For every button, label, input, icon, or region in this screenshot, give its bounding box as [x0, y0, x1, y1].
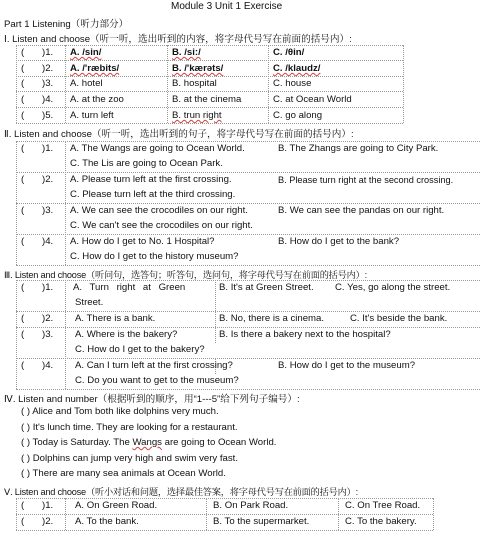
question-number: )2. — [42, 63, 54, 74]
option-c: C. /klaudz/ — [273, 63, 321, 74]
option-c: C. It's beside the bank. — [350, 313, 448, 324]
option-c: C. Yes, go along the street. — [335, 282, 451, 293]
item-text: ( ) Today is Saturday. The Wangs are going to Ocean World. — [21, 437, 277, 448]
question-number: )1. — [42, 282, 54, 293]
option-c: C. To the bakery. — [345, 516, 417, 527]
option-b: B. How do I get to the museum? — [278, 360, 416, 371]
option-a: A. The Wangs are going to Ocean World. — [70, 143, 245, 154]
numbering-item[interactable]: ( ) Alice and Tom both like dolphins very much. — [21, 406, 219, 417]
answer-paren[interactable]: ( — [21, 329, 25, 340]
option-a: A. To the bank. — [75, 516, 139, 527]
question-number: )2. — [42, 174, 54, 185]
option-b: B. We can see the pandas on our right. — [278, 205, 445, 216]
option-b: B. Is there a bakery next to the hospital? — [219, 329, 391, 340]
option-b: B. On Park Road. — [213, 500, 289, 511]
question-number: )2. — [42, 516, 54, 527]
answer-paren[interactable]: ( — [21, 94, 25, 105]
answer-paren[interactable]: ( — [21, 282, 25, 293]
option-b: B. How do I get to the bank? — [278, 236, 400, 247]
option-a: A. Please turn left at the first crossing. — [70, 174, 232, 185]
option-a: A. On Green Road. — [75, 500, 158, 511]
part-title: Part 1 Listening（听力部分） — [4, 19, 129, 30]
option-c: C. Do you want to get to the museum? — [75, 375, 239, 386]
option-c: C. at Ocean World — [273, 94, 352, 105]
option-c: C. The Lis are going to Ocean Park. — [70, 158, 223, 169]
option-a: A. We can see the crocodiles on our right. — [70, 205, 248, 216]
answer-paren[interactable]: ( — [21, 47, 25, 58]
answer-paren[interactable]: ( — [21, 63, 25, 74]
numbering-item[interactable] — [21, 437, 276, 449]
option-b: B. at the cinema — [172, 94, 242, 105]
question-number: )3. — [42, 78, 54, 89]
option-c: C. Please turn left at the third crossing. — [70, 189, 236, 200]
option-c: C. go along — [273, 110, 323, 121]
answer-paren[interactable]: ( — [21, 236, 25, 247]
question-number: )1. — [42, 143, 54, 154]
option-b — [172, 110, 222, 122]
document-title: Module 3 Unit 1 Exercise — [171, 1, 283, 12]
option-c: C. On Tree Road. — [345, 500, 421, 511]
option-a: A. /sin/ — [70, 47, 102, 58]
option-b: B. The Zhangs are going to City Park. — [278, 143, 439, 154]
option-c: C. How do I get to the bakery? — [75, 344, 205, 355]
answer-paren[interactable]: ( — [21, 174, 25, 185]
section-3-heading: Ⅲ. Listen and choose（听问句，选答句；听答句，选问句，将字母代号写在前面的括号内）: — [4, 270, 367, 280]
option-b-text: B. trun right — [172, 110, 222, 121]
option-c: C. /θin/ — [273, 47, 305, 58]
option-a: A. /'ræbits/ — [70, 63, 120, 74]
numbering-item[interactable]: ( ) It's lunch time. They are looking for a restaurant. — [21, 422, 238, 433]
question-number: )4. — [42, 360, 54, 371]
answer-paren[interactable]: ( — [21, 110, 25, 121]
question-number: )3. — [42, 329, 54, 340]
question-number: )4. — [42, 236, 54, 247]
option-c: C. We can't see the crocodiles on our right. — [70, 220, 253, 231]
option-a: A. at the zoo — [70, 94, 124, 105]
option-b: B. To the supermarket. — [213, 516, 310, 527]
option-a: A. turn left — [70, 110, 114, 121]
question-number: )1. — [42, 500, 54, 511]
numbering-item[interactable]: ( ) Dolphins can jump very high and swim very fast. — [21, 453, 239, 464]
section-4-heading: Ⅳ. Listen and number（根据听到的顺序，用“1---5”给下列句子编号）: — [4, 394, 300, 405]
option-a-continued: Street. — [75, 297, 104, 308]
option-b: B. /si:/ — [172, 47, 201, 58]
option-a: A. Turn right at Green — [73, 282, 186, 293]
option-c: C. house — [273, 78, 312, 89]
question-number: )2. — [42, 313, 54, 324]
numbering-item[interactable]: ( ) There are many sea animals at Ocean World. — [21, 468, 226, 479]
option-b: B. hospital — [172, 78, 217, 89]
answer-paren[interactable]: ( — [21, 78, 25, 89]
option-b: B. Please turn right at the second crossing. — [278, 175, 454, 185]
option-a: A. Can I turn left at the first crossing? — [75, 360, 233, 371]
option-a: A. Where is the bakery? — [75, 329, 178, 340]
section-5-heading: Ⅴ. Listen and choose（听小对话和问题，选择最佳答案，将字母代号写在前面的括号内）: — [4, 487, 358, 497]
answer-paren[interactable]: ( — [21, 516, 25, 527]
option-a: A. How do I get to No. 1 Hospital? — [70, 236, 215, 247]
answer-paren[interactable]: ( — [21, 205, 25, 216]
answer-paren[interactable]: ( — [21, 313, 25, 324]
question-number: )1. — [42, 47, 54, 58]
option-c: C. How do I get to the history museum? — [70, 251, 239, 262]
option-b: B. No, there is a cinema. — [219, 313, 325, 324]
section-2-heading: Ⅱ. Listen and choose（听一听，选出听到的句子，将字母代号写在前面的括号内）: — [4, 129, 354, 140]
answer-paren[interactable]: ( — [21, 143, 25, 154]
option-a: A. hotel — [70, 78, 103, 89]
question-number: )4. — [42, 94, 54, 105]
option-b: B. /'kærəts/ — [172, 63, 224, 74]
question-number: )5. — [42, 110, 54, 121]
answer-paren[interactable]: ( — [21, 500, 25, 511]
section-1-heading: Ⅰ. Listen and choose（听一听，选出听到的内容，将字母代号写在前面的括号内）: — [4, 34, 352, 45]
option-a: A. There is a bank. — [75, 313, 156, 324]
option-b: B. It's at Green Street. — [219, 282, 314, 293]
question-number: )3. — [42, 205, 54, 216]
answer-paren[interactable]: ( — [21, 360, 25, 371]
